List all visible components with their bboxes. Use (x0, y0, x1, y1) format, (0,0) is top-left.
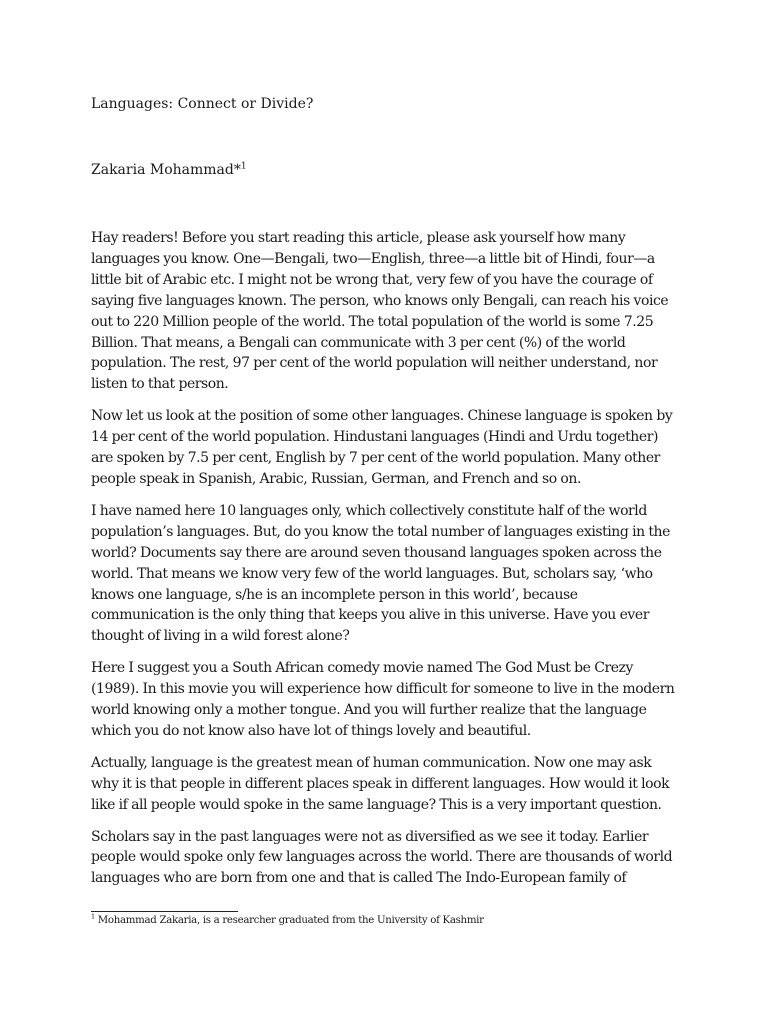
paragraph-3: I have named here 10 languages only, which collectively constitute half of the world population’s languages. But, do you know the total number of languages existing in the world? Documents say there are around seven thousand languages spoken across the world. That means we know very few of the world languages. But, scholars say, ‘who knows one language, s/he is an incomplete person in this world’, because communication is the only thing that keeps you alive in this universe. Have you ever thought of living in a wild forest alone? (91, 502, 670, 645)
footnote-reference[interactable]: 1 (240, 161, 247, 172)
footnote (91, 914, 484, 928)
paragraph-1: Hay readers! Before you start reading this article, please ask yourself how many languages you know. One—Bengali, two—English, three—a little bit of Hindi, four—a little bit of Arabic etc. I might not be wrong that, very few of you have the courage of saying five languages known. The person, who knows only Bengali, can reach his voice out to 220 Million people of the world. The total population of the world is some 7.25 Billion. That means, a Bengali can communicate with 3 per cent (%) of the world population. The rest, 97 per cent of the world population will neither understand, nor listen to that person. (91, 230, 669, 393)
document-page (91, 0, 681, 1024)
paragraph-4: Here I suggest you a South African comedy movie named The God Must be Crezy (1989). In this movie you will experience how difficult for someone to live in the modern world knowing only a mother tongue. And you will further realize that the language which you do not know also have lot of things lovely and beautiful. (91, 660, 675, 739)
footnote-text: Mohammad Zakaria, is a researcher graduated from the University of Kashmir (97, 915, 484, 926)
author-name: Zakaria Mohammad* (91, 162, 241, 178)
article-body (91, 228, 681, 889)
article-title: Languages: Connect or Divide? (91, 96, 314, 112)
footnote-marker: 1 (91, 912, 95, 921)
paragraph-5: Actually, language is the greatest mean of human communication. Now one may ask why it is that people in different places speak in different languages. How would it look like if all people would spoke in the same language? This is a very important question. (91, 754, 670, 813)
paragraph-2: Now let us look at the position of some other languages. Chinese language is spoken by 14 per cent of the world population. Hindustani languages (Hindi and Urdu together) are spoken by 7.5 per cent, English by 7 per cent of the world population. Many other people speak in Spanish, Arabic, Russian, German, and French and so on. (91, 408, 673, 487)
footnote-divider (91, 911, 238, 912)
author-line (91, 160, 247, 180)
paragraph-6: Scholars say in the past languages were not as diversified as we see it today. Earlier people would spoke only few languages across the world. There are thousands of world languages who are born from one and that is called The Indo-European family of (91, 828, 673, 887)
